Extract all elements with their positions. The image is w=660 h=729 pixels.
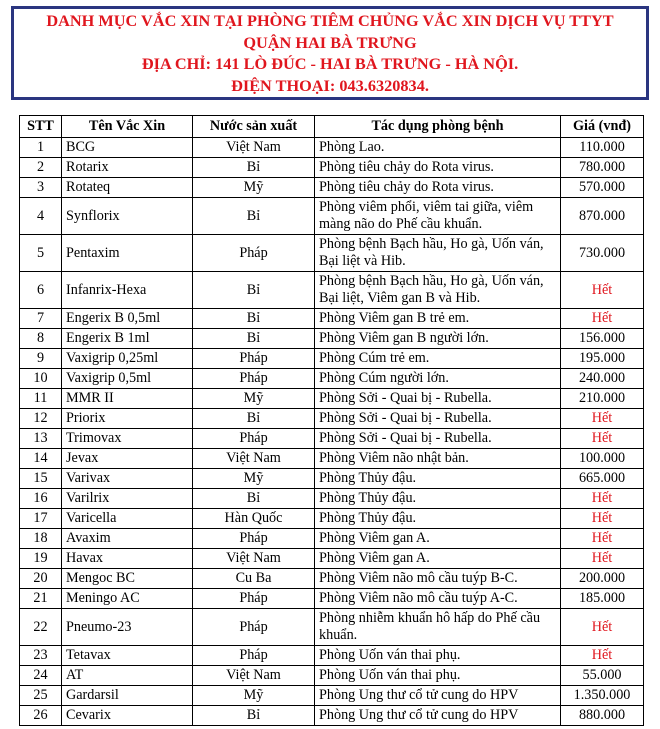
stt-cell: 11 xyxy=(20,389,62,409)
table-row xyxy=(20,706,644,726)
country-cell: Bỉ xyxy=(193,272,315,309)
table-row xyxy=(20,309,644,329)
vaccine-name-cell: Infanrix-Hexa xyxy=(62,272,193,309)
vaccine-name-cell: Pneumo-23 xyxy=(62,609,193,646)
vaccine-name-cell: Rotateq xyxy=(62,178,193,198)
vaccine-name-cell: Engerix B 1ml xyxy=(62,329,193,349)
stt-cell: 3 xyxy=(20,178,62,198)
country-cell: Pháp xyxy=(193,609,315,646)
table-row xyxy=(20,449,644,469)
table-row xyxy=(20,409,644,429)
stt-cell: 14 xyxy=(20,449,62,469)
vaccine-name-cell: AT xyxy=(62,666,193,686)
price-cell: 870.000 xyxy=(561,198,644,235)
stt-cell: 25 xyxy=(20,686,62,706)
col-header-country: Nước sản xuất xyxy=(193,116,315,138)
table-row xyxy=(20,158,644,178)
effect-cell: Phòng Cúm người lớn. xyxy=(315,369,561,389)
vaccine-name-cell: MMR II xyxy=(62,389,193,409)
header-address: ĐỊA CHỈ: 141 LÒ ĐÚC - HAI BÀ TRƯNG - HÀ NỘI. xyxy=(141,54,519,73)
effect-cell: Phòng Uốn ván thai phụ. xyxy=(315,666,561,686)
table-row xyxy=(20,666,644,686)
country-cell: Bỉ xyxy=(193,198,315,235)
stt-cell: 17 xyxy=(20,509,62,529)
effect-cell: Phòng Ung thư cổ tử cung do HPV xyxy=(315,706,561,726)
country-cell: Pháp xyxy=(193,369,315,389)
table-row xyxy=(20,549,644,569)
country-cell: Việt Nam xyxy=(193,666,315,686)
effect-cell: Phòng Ung thư cổ tử cung do HPV xyxy=(315,686,561,706)
table-row xyxy=(20,369,644,389)
country-cell: Pháp xyxy=(193,529,315,549)
country-cell: Mỹ xyxy=(193,389,315,409)
price-cell: Hết xyxy=(561,309,644,329)
price-cell: Hết xyxy=(561,429,644,449)
stt-cell: 20 xyxy=(20,569,62,589)
header-district: QUẬN HAI BÀ TRƯNG xyxy=(243,32,417,52)
stt-cell: 8 xyxy=(20,329,62,349)
stt-cell: 13 xyxy=(20,429,62,449)
stt-cell: 6 xyxy=(20,272,62,309)
effect-cell: Phòng Lao. xyxy=(315,138,561,158)
effect-cell: Phòng Sởi - Quai bị - Rubella. xyxy=(315,429,561,449)
price-cell: 210.000 xyxy=(561,389,644,409)
col-header-stt: STT xyxy=(20,116,62,138)
table-row xyxy=(20,569,644,589)
vaccine-name-cell: Gardarsil xyxy=(62,686,193,706)
country-cell: Cu Ba xyxy=(193,569,315,589)
price-cell: 665.000 xyxy=(561,469,644,489)
stt-cell: 18 xyxy=(20,529,62,549)
price-cell: Hết xyxy=(561,409,644,429)
country-cell: Bỉ xyxy=(193,158,315,178)
effect-cell: Phòng nhiễm khuẩn hô hấp do Phế cầu khuẩn. xyxy=(315,609,561,646)
country-cell: Bỉ xyxy=(193,329,315,349)
country-cell: Bỉ xyxy=(193,706,315,726)
stt-cell: 15 xyxy=(20,469,62,489)
table-row xyxy=(20,138,644,158)
stt-cell: 16 xyxy=(20,489,62,509)
table-row xyxy=(20,509,644,529)
stt-cell: 9 xyxy=(20,349,62,369)
col-header-price: Giá (vnđ) xyxy=(561,116,644,138)
effect-cell: Phòng Viêm gan A. xyxy=(315,529,561,549)
price-cell: 195.000 xyxy=(561,349,644,369)
price-cell: Hết xyxy=(561,549,644,569)
stt-cell: 1 xyxy=(20,138,62,158)
stt-cell: 26 xyxy=(20,706,62,726)
effect-cell: Phòng Sởi - Quai bị - Rubella. xyxy=(315,389,561,409)
table-row xyxy=(20,272,644,309)
header-title: DANH MỤC VẮC XIN TẠI PHÒNG TIÊM CHỦNG VẮC XIN DỊCH VỤ TTYT xyxy=(46,11,614,30)
effect-cell: Phòng Viêm não mô cầu tuýp B-C. xyxy=(315,569,561,589)
effect-cell: Phòng Sởi - Quai bị - Rubella. xyxy=(315,409,561,429)
price-cell: Hết xyxy=(561,529,644,549)
table-header-row xyxy=(20,116,644,138)
effect-cell: Phòng Viêm gan A. xyxy=(315,549,561,569)
country-cell: Pháp xyxy=(193,589,315,609)
stt-cell: 7 xyxy=(20,309,62,329)
effect-cell: Phòng Viêm gan B trẻ em. xyxy=(315,309,561,329)
price-cell: 570.000 xyxy=(561,178,644,198)
vaccine-name-cell: Jevax xyxy=(62,449,193,469)
vaccine-name-cell: Rotarix xyxy=(62,158,193,178)
effect-cell: Phòng bệnh Bạch hầu, Ho gà, Uốn ván, Bại liệt, Viêm gan B và Hib. xyxy=(315,272,561,309)
effect-cell: Phòng Thủy đậu. xyxy=(315,509,561,529)
header-phone: ĐIỆN THOẠI: 043.6320834. xyxy=(231,75,429,95)
vaccine-name-cell: Synflorix xyxy=(62,198,193,235)
vaccine-name-cell: Varilrix xyxy=(62,489,193,509)
vaccine-name-cell: Varivax xyxy=(62,469,193,489)
table-row xyxy=(20,529,644,549)
price-cell: 780.000 xyxy=(561,158,644,178)
vaccine-name-cell: Havax xyxy=(62,549,193,569)
effect-cell: Phòng Uốn ván thai phụ. xyxy=(315,646,561,666)
table-row xyxy=(20,198,644,235)
vaccine-name-cell: Tetavax xyxy=(62,646,193,666)
effect-cell: Phòng tiêu chảy do Rota virus. xyxy=(315,178,561,198)
country-cell: Pháp xyxy=(193,349,315,369)
price-cell: Hết xyxy=(561,489,644,509)
vaccine-name-cell: Vaxigrip 0,25ml xyxy=(62,349,193,369)
table-row xyxy=(20,235,644,272)
stt-cell: 4 xyxy=(20,198,62,235)
effect-cell: Phòng Cúm trẻ em. xyxy=(315,349,561,369)
country-cell: Bỉ xyxy=(193,309,315,329)
country-cell: Pháp xyxy=(193,646,315,666)
table-row xyxy=(20,609,644,646)
table-row xyxy=(20,686,644,706)
price-cell: 110.000 xyxy=(561,138,644,158)
country-cell: Mỹ xyxy=(193,178,315,198)
table-row xyxy=(20,469,644,489)
country-cell: Bỉ xyxy=(193,489,315,509)
country-cell: Pháp xyxy=(193,235,315,272)
effect-cell: Phòng bệnh Bạch hầu, Ho gà, Uốn ván, Bại liệt và Hib. xyxy=(315,235,561,272)
country-cell: Việt Nam xyxy=(193,449,315,469)
col-header-effect: Tác dụng phòng bệnh xyxy=(315,116,561,138)
price-cell: Hết xyxy=(561,272,644,309)
country-cell: Mỹ xyxy=(193,686,315,706)
price-cell: 1.350.000 xyxy=(561,686,644,706)
stt-cell: 19 xyxy=(20,549,62,569)
stt-cell: 5 xyxy=(20,235,62,272)
stt-cell: 10 xyxy=(20,369,62,389)
stt-cell: 23 xyxy=(20,646,62,666)
vaccine-name-cell: Varicella xyxy=(62,509,193,529)
table-row xyxy=(20,589,644,609)
table-row xyxy=(20,389,644,409)
price-cell: 185.000 xyxy=(561,589,644,609)
stt-cell: 2 xyxy=(20,158,62,178)
col-header-name: Tên Vắc Xin xyxy=(62,116,193,138)
vaccine-name-cell: BCG xyxy=(62,138,193,158)
document-header xyxy=(11,6,649,100)
country-cell: Việt Nam xyxy=(193,138,315,158)
stt-cell: 12 xyxy=(20,409,62,429)
price-cell: 880.000 xyxy=(561,706,644,726)
table-row xyxy=(20,489,644,509)
vaccine-name-cell: Vaxigrip 0,5ml xyxy=(62,369,193,389)
table-row xyxy=(20,329,644,349)
vaccine-name-cell: Pentaxim xyxy=(62,235,193,272)
vaccine-name-cell: Trimovax xyxy=(62,429,193,449)
country-cell: Pháp xyxy=(193,429,315,449)
price-cell: Hết xyxy=(561,646,644,666)
country-cell: Việt Nam xyxy=(193,549,315,569)
effect-cell: Phòng Thủy đậu. xyxy=(315,489,561,509)
effect-cell: Phòng Viêm não mô cầu tuýp A-C. xyxy=(315,589,561,609)
price-cell: 156.000 xyxy=(561,329,644,349)
vaccine-name-cell: Meningo AC xyxy=(62,589,193,609)
vaccine-table xyxy=(19,115,644,726)
price-cell: 730.000 xyxy=(561,235,644,272)
stt-cell: 22 xyxy=(20,609,62,646)
country-cell: Mỹ xyxy=(193,469,315,489)
country-cell: Bỉ xyxy=(193,409,315,429)
country-cell: Hàn Quốc xyxy=(193,509,315,529)
price-cell: 240.000 xyxy=(561,369,644,389)
price-cell: Hết xyxy=(561,509,644,529)
vaccine-name-cell: Avaxim xyxy=(62,529,193,549)
vaccine-name-cell: Cevarix xyxy=(62,706,193,726)
effect-cell: Phòng Thủy đậu. xyxy=(315,469,561,489)
table-row xyxy=(20,429,644,449)
stt-cell: 24 xyxy=(20,666,62,686)
vaccine-name-cell: Engerix B 0,5ml xyxy=(62,309,193,329)
vaccine-name-cell: Mengoc BC xyxy=(62,569,193,589)
price-cell: Hết xyxy=(561,609,644,646)
table-row xyxy=(20,178,644,198)
table-row xyxy=(20,349,644,369)
price-cell: 200.000 xyxy=(561,569,644,589)
effect-cell: Phòng viêm phổi, viêm tai giữa, viêm màng não do Phế cầu khuẩn. xyxy=(315,198,561,235)
effect-cell: Phòng Viêm não nhật bản. xyxy=(315,449,561,469)
price-cell: 100.000 xyxy=(561,449,644,469)
stt-cell: 21 xyxy=(20,589,62,609)
effect-cell: Phòng Viêm gan B người lớn. xyxy=(315,329,561,349)
table-row xyxy=(20,646,644,666)
price-cell: 55.000 xyxy=(561,666,644,686)
vaccine-name-cell: Priorix xyxy=(62,409,193,429)
effect-cell: Phòng tiêu chảy do Rota virus. xyxy=(315,158,561,178)
